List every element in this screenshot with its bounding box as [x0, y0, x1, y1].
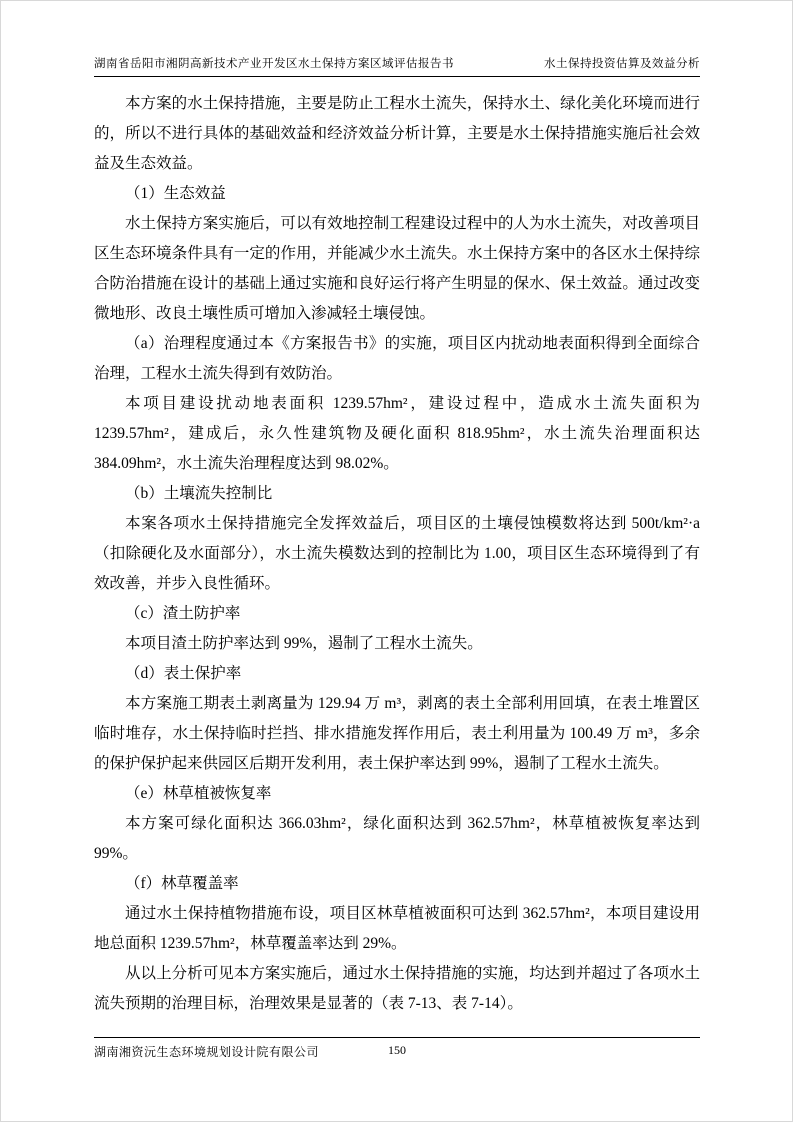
paragraph: （a）治理程度通过本《方案报告书》的实施，项目区内扰动地表面积得到全面综合治理，工程水土流失得到有效防治。	[94, 335, 700, 382]
paragraph: 从以上分析可见本方案实施后，通过水土保持措施的实施，均达到并超过了各项水土流失预期的治理目标，治理效果是显著的（表 7-13、表 7-14）。	[94, 965, 700, 1012]
header-report-title: 湖南省岳阳市湘阴高新技术产业开发区水土保持方案区域评估报告书	[94, 58, 454, 70]
footer-company-name: 湖南湘资沅生态环境规划设计院有限公司	[94, 1045, 320, 1059]
header-chapter-title: 水土保持投资估算及效益分析	[544, 58, 700, 70]
paragraph: 本项目建设扰动地表面积 1239.57hm²，建设过程中，造成水土流失面积为 1239.57hm²，建成后，永久性建筑物及硬化面积 818.95hm²，水土流失治理面积达 384.09hm²，水土流失治理程度达到 98.02%。	[94, 395, 700, 472]
paragraph: 本方案可绿化面积达 366.03hm²，绿化面积达到 362.57hm²，林草植被恢复率达到 99%。	[94, 815, 700, 862]
header-rule	[94, 76, 700, 77]
paragraph: 本方案施工期表土剥离量为 129.94 万 m³，剥离的表土全部利用回填，在表土堆置区临时堆存，水土保持临时拦挡、排水措施发挥作用后，表土利用量为 100.49 万 m³，多余的保护保护起来供园区后期开发利用，表土保护率达到 99%，遏制了工程水土流失。	[94, 695, 700, 772]
page-header	[94, 55, 700, 71]
section-heading: （e）林草植被恢复率	[125, 785, 272, 802]
footer-rule	[94, 1037, 700, 1038]
section-heading: （c）渣土防护率	[125, 605, 241, 622]
footer-page-number: 150	[388, 1043, 406, 1057]
paragraph: 本项目渣土防护率达到 99%，遏制了工程水土流失。	[125, 635, 483, 652]
section-heading: （1）生态效益	[125, 185, 226, 202]
page-footer	[94, 1043, 700, 1063]
paragraph: 本方案的水土保持措施，主要是防止工程水土流失，保持水土、绿化美化环境而进行的，所以不进行具体的基础效益和经济效益分析计算，主要是水土保持措施实施后社会效益及生态效益。	[94, 95, 700, 172]
section-heading: （f）林草覆盖率	[125, 875, 239, 892]
section-heading: （d）表土保护率	[125, 665, 242, 682]
document-body	[94, 89, 700, 1019]
paragraph: 水土保持方案实施后，可以有效地控制工程建设过程中的人为水土流失，对改善项目区生态环境条件具有一定的作用，并能减少水土流失。水土保持方案中的各区水土保持综合防治措施在设计的基础上通过实施和良好运行将产生明显的保水、保土效益。通过改变微地形、改良土壤性质可增加入渗减轻土壤侵蚀。	[94, 215, 700, 322]
paragraph: 通过水土保持植物措施布设，项目区林草植被面积可达到 362.57hm²，本项目建设用地总面积 1239.57hm²，林草覆盖率达到 29%。	[94, 905, 700, 952]
section-heading: （b）土壤流失控制比	[125, 485, 273, 502]
paragraph: 本案各项水土保持措施完全发挥效益后，项目区的土壤侵蚀模数将达到 500t/km²·a（扣除硬化及水面部分），水土流失模数达到的控制比为 1.00，项目区生态环境得到了有效改善，并步入良性循环。	[94, 515, 700, 592]
